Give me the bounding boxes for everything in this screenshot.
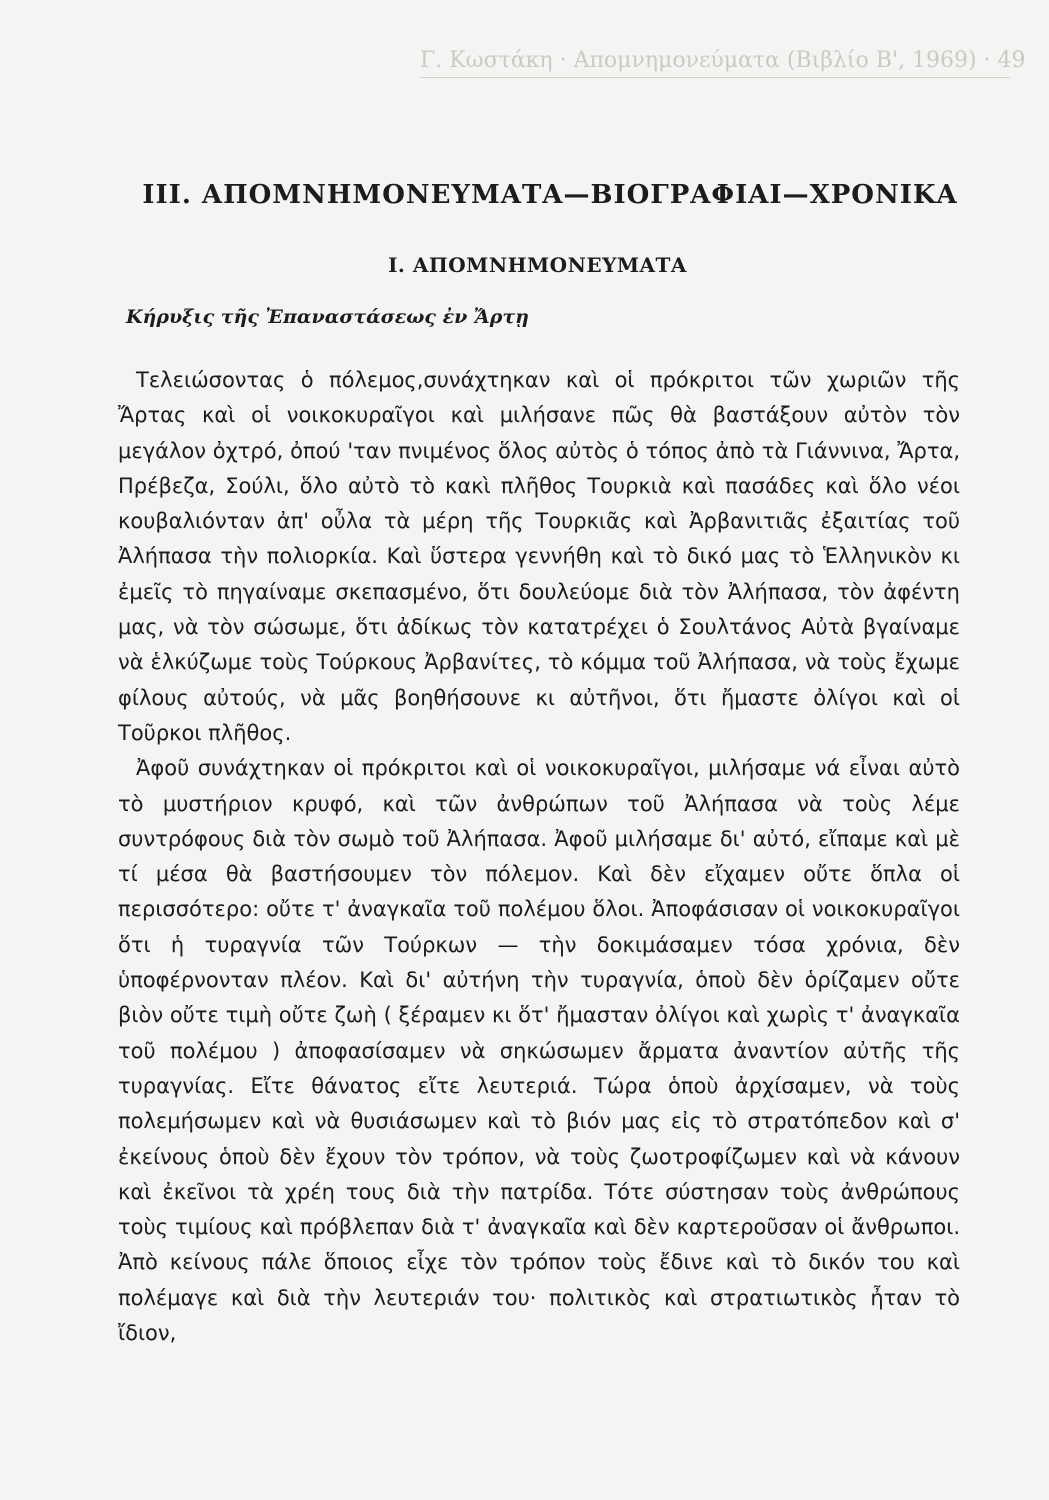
article-heading: Κήρυξις τῆς Ἐπαναστάσεως ἐν Ἄρτῃ (126, 306, 529, 328)
show-through-header (420, 48, 1026, 78)
show-through-header-rule (420, 77, 1010, 78)
page-title: III. ΑΠΟΜΝΗΜΟΝΕΥΜΑΤΑ—ΒΙΟΓΡΑΦΙΑΙ—ΧΡΟΝΙΚΑ (142, 180, 958, 210)
show-through-header-text: Γ. Κωστάκη · Απομνημονεύματα (Βιβλίο Β', 1969) · 49 (420, 48, 1026, 73)
paragraph: Ἀφοῦ συνάχτηκαν οἱ πρόκριτοι καὶ οἱ νοικοκυραῖγοι, μιλήσαμε νά εἶναι αὐτὸ τὸ μυστήριον κρυφό, καὶ τῶν ἀνθρώπων τοῦ Ἀλήπασα νὰ τοὺς λέμε συντρόφους διὰ τὸν σωμὸ τοῦ Ἀλήπασα. Ἀφοῦ μιλήσαμε δι' αὐτό, εἴπαμε καὶ μὲ τί μέσα θὰ βαστήσουμεν τὸν πόλεμον. Καὶ δὲν εἴχαμεν οὔτε ὅπλα οἱ περισσότερο: οὔτε τ' ἀναγκαῖα τοῦ πολέμου ὅλοι. Ἀποφάσισαν οἱ νοικοκυραῖγοι ὅτι ἡ τυραγνία τῶν Τούρκων — τὴν δοκιμάσαμεν τόσα χρόνια, δὲν ὑποφέρνονταν πλέον. Καὶ δι' αὐτήνη τὴν τυραγνία, ὁποὺ δὲν ὁρίζαμεν οὔτε βιὸν οὔτε τιμὴ οὔτε ζωὴ ( ξέραμεν κι ὅτ' ἤμασταν ὀλίγοι καὶ χωρὶς τ' ἀναγκαῖα τοῦ πολέμου ) ἀποφασίσαμεν νὰ σηκώσωμεν ἄρματα ἀναντίον αὐτῆς τῆς τυραγνίας. Εἴτε θάνατος εἴτε λευτεριά. Τώρα ὁποὺ ἀρχίσαμεν, νὰ τοὺς πολεμήσωμεν καὶ νὰ θυσιάσωμεν καὶ τὸ βιόν μας εἰς τὸ στρατόπεδον καὶ σ' ἐκείνους ὁποὺ δὲν ἔχουν τὸν τρόπον, νὰ τοὺς ζωοτροφίζωμεν καὶ νὰ κάνουν καὶ ἐκεῖνοι τὰ χρέη τους διὰ τὴν πατρίδα. Τότε σύστησαν τοὺς ἀνθρώπους τοὺς τιμίους καὶ πρόβλεπαν διὰ τ' ἀναγκαῖα καὶ δὲν καρτεροῦσαν οἱ ἄνθρωποι. Ἀπὸ κείνους πάλε ὅποιος εἶχε τὸν τρόπον τοὺς ἔδινε καὶ τὸ δικόν του καὶ πολέμαγε καὶ διὰ τὴν λευτεριάν του· πολιτικὸς καὶ στρατιωτικὸς ἦταν τὸ ἴδιον, (118, 756, 960, 1346)
paragraph: Τελειώσοντας ὁ πόλεμος,συνάχτηκαν καὶ οἱ πρόκριτοι τῶν χωριῶν τῆς Ἄρτας καὶ οἱ νοικοκυραῖγοι καὶ μιλήσανε πῶς θὰ βαστάξουν αὐτὸν τὸν μεγάλον ὀχτρό, ὀπού 'ταν πνιμένος ὅλος αὐτὸς ὁ τόπος ἀπὸ τὰ Γιάννινα, Ἄρτα, Πρέβεζα, Σούλι, ὅλο αὐτὸ τὸ κακὶ πλῆθος Τουρκιὰ καὶ πασάδες καὶ ὅλο νέοι κουβαλιόνταν ἀπ' οὖλα τὰ μέρη τῆς Τουρκιᾶς καὶ Ἀρβανιτιᾶς ἐξαιτίας τοῦ Ἀλήπασα τὴν πολιορκία. Καὶ ὕστερα γεννήθη καὶ τὸ δικό μας τὸ Ἑλληνικὸν κι ἐμεῖς τὸ πηγαίναμε σκεπασμένο, ὅτι δουλεύομε διὰ τὸν Ἀλήπασα, τὸν ἀφέντη μας, νὰ τὸν σώσωμε, ὅτι ἀδίκως τὸν κατατρέχει ὁ Σουλτάνος Αὐτὰ βγαίναμε νὰ ἑλκύζωμε τοὺς Τούρκους Ἀρβανίτες, τὸ κόμμα τοῦ Ἀλήπασα, νὰ τοὺς ἔχωμε φίλους αὐτούς, νὰ μᾶς βοηθήσουνε κι αὐτῆνοι, ὅτι ἤμαστε ὀλίγοι καὶ οἱ Τοῦρκοι πλῆθος. (118, 368, 960, 745)
body-text (118, 363, 960, 1351)
section-title: I. ΑΠΟΜΝΗΜΟΝΕΥΜΑΤΑ (388, 253, 687, 277)
